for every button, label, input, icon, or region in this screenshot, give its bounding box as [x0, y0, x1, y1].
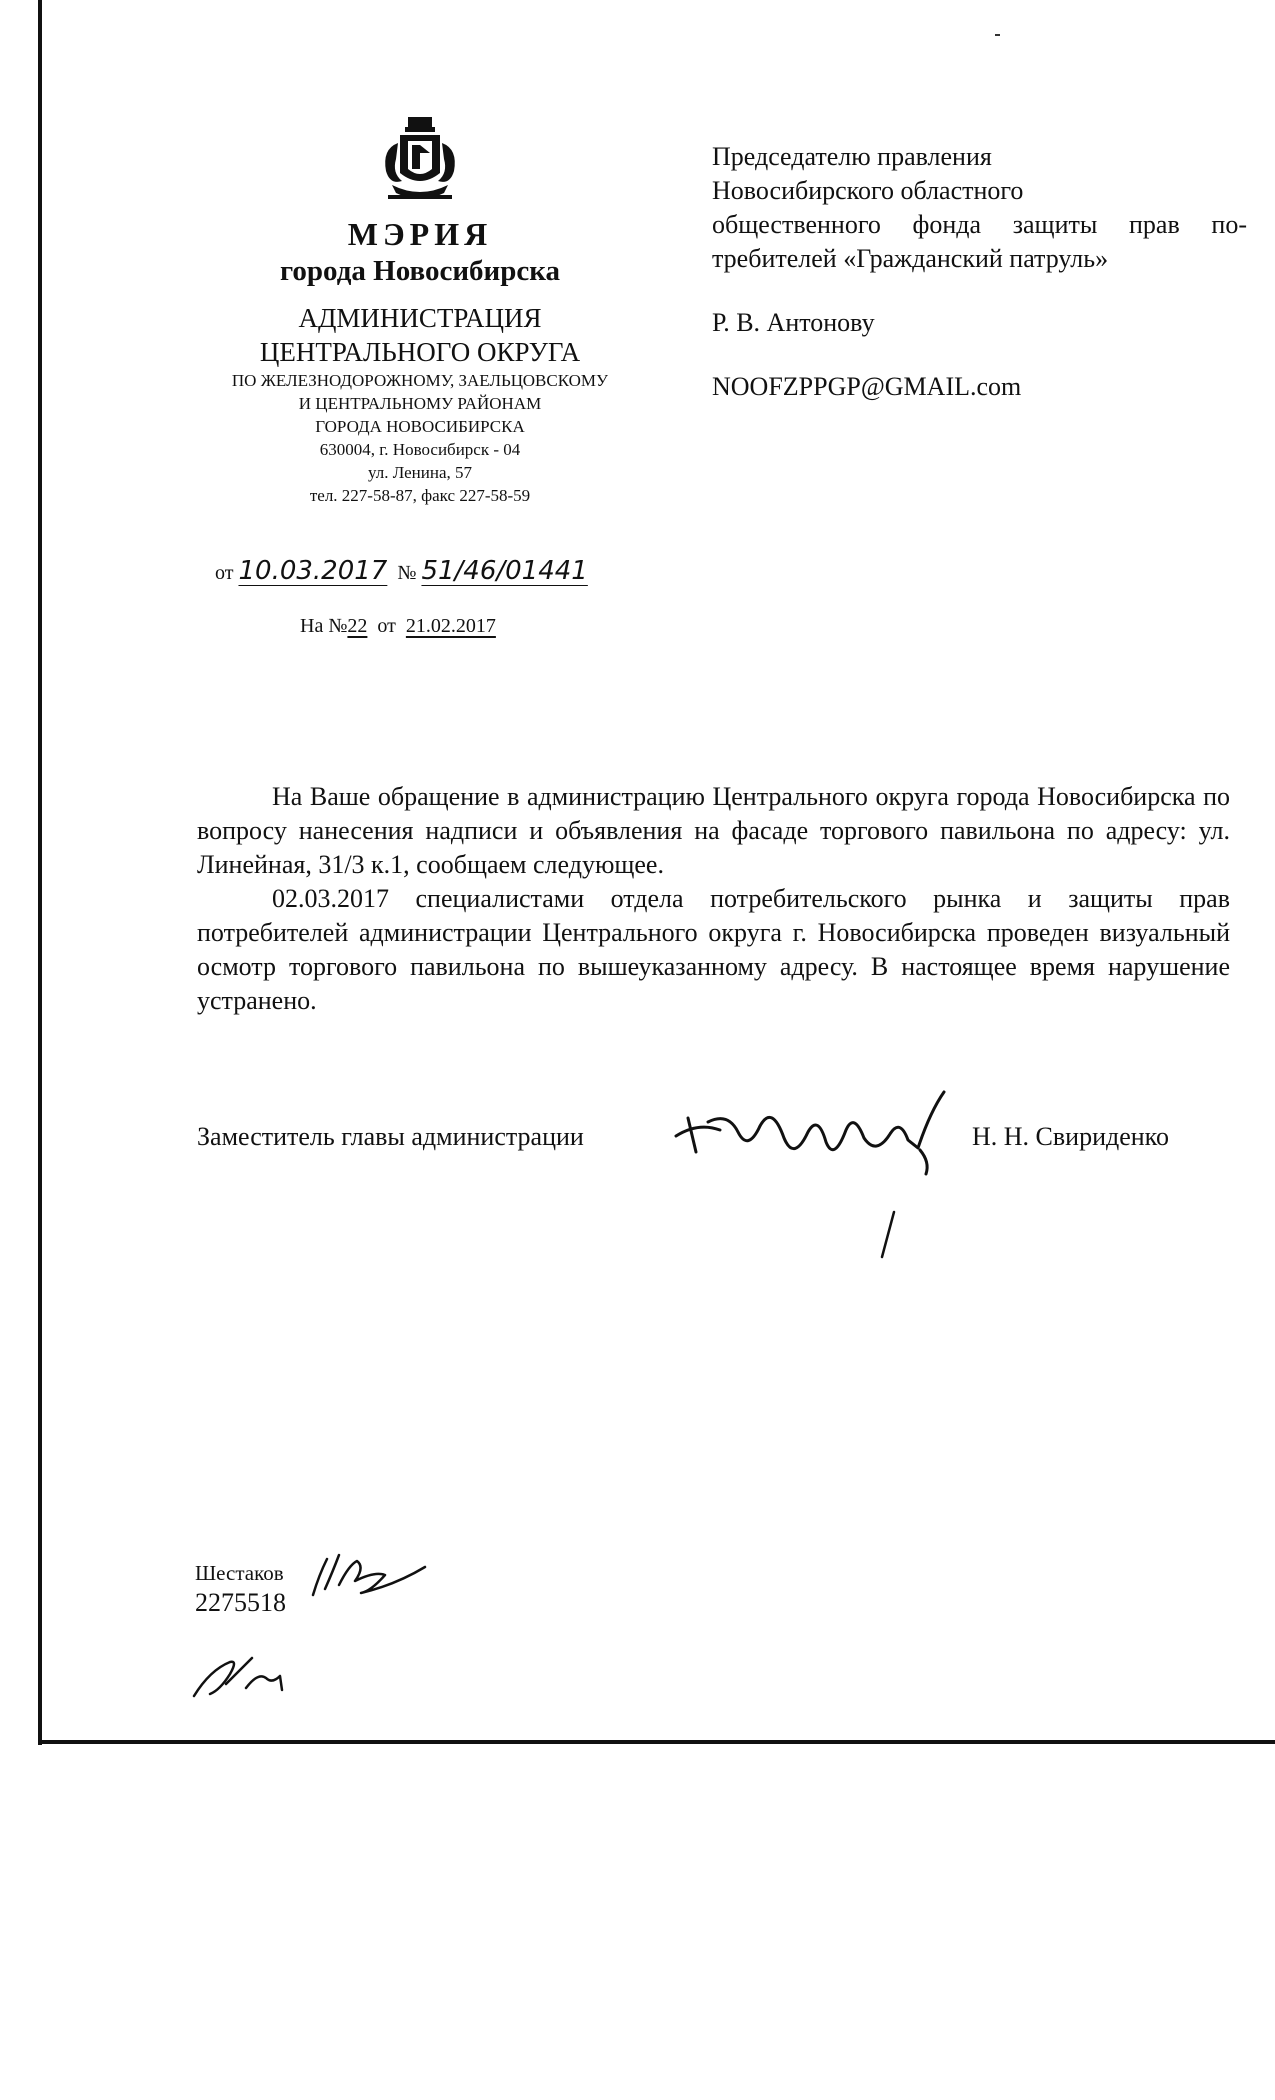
street-address: ул. Ленина, 57 [367, 463, 473, 482]
registration-line [215, 556, 588, 586]
mayoralty-city: города Новосибирска [279, 255, 561, 287]
postal-address: 630004, г. Новосибирск - 04 [319, 440, 521, 459]
district-line2: И ЦЕНТРАЛЬНОМУ РАЙОНАМ [298, 394, 542, 413]
addressee-name: Р. В. Антонову [712, 308, 875, 337]
executor-block [195, 1558, 286, 1618]
reg-from-label: от [215, 562, 234, 584]
letter-body [197, 780, 1230, 1018]
body-paragraph-1: На Ваше обращение в администрацию Центрального округа города Новосибирска по вопросу нанесения надписи и объявления на фасаде торгового павильона по адресу: ул. Линейная, 31/3 к.1, сообщаем следующее. [197, 782, 1230, 879]
ref-on-label: На № [300, 615, 348, 637]
body-paragraph-2: 02.03.2017 специалистами отдела потребительского рынка и защиты прав потребителей администрации Центрального округа г. Новосибирска проведен визуальный осмотр торгового павильона по вышеуказанному адресу. В настоящее время нарушение устранено. [197, 884, 1230, 1015]
page-border-bottom [38, 1740, 1275, 1744]
district-line3: ГОРОДА НОВОСИБИРСКА [315, 417, 525, 436]
addressee-line2: Новосибирского областного [712, 176, 1024, 205]
admin-title-line2: ЦЕНТРАЛЬНОГО ОКРУГА [259, 337, 581, 367]
addressee-line3: общественного фонда защиты прав по- [712, 210, 1247, 239]
executor-phone: 2275518 [195, 1588, 286, 1617]
mayoralty-title: МЭРИЯ [347, 216, 493, 252]
letterhead [200, 115, 640, 507]
reference-line [300, 615, 496, 638]
coat-of-arms-icon [378, 115, 462, 209]
addressee-email: NOOFZPPGP@GMAIL.com [712, 372, 1022, 401]
ref-date: 21.02.2017 [405, 615, 496, 637]
signatory-name: Н. Н. Свириденко [972, 1122, 1169, 1151]
signatory-position: Заместитель главы администрации [197, 1122, 584, 1151]
scan-speck [995, 34, 1000, 36]
reg-date: 10.03.2017 [238, 556, 388, 586]
addressee-line4: требителей «Гражданский патруль» [712, 244, 1109, 273]
page-border-left [38, 0, 42, 1745]
addressee-block [712, 140, 1247, 404]
ref-from-label: от [377, 615, 396, 637]
reg-number-label: № [397, 562, 417, 584]
executor-initials-signature [305, 1545, 435, 1605]
handwritten-signature [668, 1082, 958, 1262]
executor-name: Шестаков [195, 1561, 284, 1585]
phone-fax: тел. 227-58-87, факс 227-58-59 [309, 486, 531, 505]
district-line1: ПО ЖЕЛЕЗНОДОРОЖНОМУ, ЗАЕЛЬЦОВСКОМУ [231, 371, 609, 390]
admin-title-line1: АДМИНИСТРАЦИЯ [298, 303, 542, 333]
reg-number: 51/46/01441 [421, 556, 588, 586]
addressee-line1: Председателю правления [712, 142, 992, 171]
approval-visa-signature [190, 1650, 310, 1700]
ref-number: 22 [347, 615, 368, 637]
